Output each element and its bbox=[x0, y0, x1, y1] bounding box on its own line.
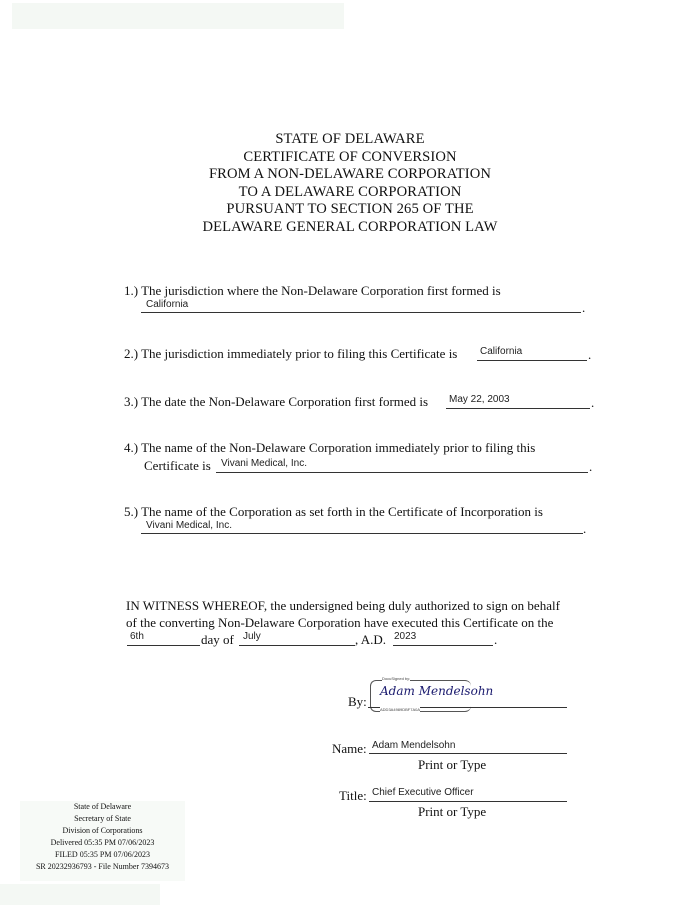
item-3-value: May 22, 2003 bbox=[449, 394, 510, 405]
day-underline bbox=[127, 645, 200, 646]
stamp-line-4: Delivered 05:35 PM 07/06/2023 bbox=[50, 838, 155, 847]
item-5-value: Vivani Medical, Inc. bbox=[146, 520, 232, 531]
by-label: By: bbox=[348, 694, 367, 709]
stamp-line-2: Secretary of State bbox=[74, 814, 131, 823]
name-label: Name: bbox=[332, 741, 367, 756]
item-4-underline bbox=[216, 472, 588, 473]
item-1-text: 1.) The jurisdiction where the Non-Delaware Corporation first formed is bbox=[124, 283, 501, 298]
title-underline bbox=[369, 801, 567, 802]
witness-period: . bbox=[494, 632, 498, 647]
name-print-or-type: Print or Type bbox=[418, 757, 487, 772]
item-2-value: California bbox=[480, 346, 523, 357]
day-value: 6th bbox=[130, 631, 144, 642]
item-4-value: Vivani Medical, Inc. bbox=[221, 458, 307, 469]
title-value: Chief Executive Officer bbox=[372, 787, 474, 798]
title-line-3: FROM A NON-DELAWARE CORPORATION bbox=[208, 166, 492, 183]
item-2-underline bbox=[477, 360, 587, 361]
stamp-line-3: Division of Corporations bbox=[62, 826, 143, 835]
stamp-line-5: FILED 05:35 PM 07/06/2023 bbox=[55, 850, 150, 859]
scan-artifact-top bbox=[12, 3, 344, 29]
item-2-period: . bbox=[588, 347, 592, 362]
title-print-or-type: Print or Type bbox=[418, 804, 487, 819]
title-line-5: PURSUANT TO SECTION 265 OF THE bbox=[226, 201, 474, 218]
title-label: Title: bbox=[339, 788, 367, 803]
witness-line-1: IN WITNESS WHEREOF, the undersigned being duly authorized to sign on behalf bbox=[126, 598, 560, 613]
item-2-text: 2.) The jurisdiction immediately prior to filing this Certificate is bbox=[124, 346, 458, 361]
item-4-period: . bbox=[589, 459, 593, 474]
item-1-period: . bbox=[582, 300, 586, 315]
name-value: Adam Mendelsohn bbox=[372, 740, 456, 751]
item-5-text: 5.) The name of the Corporation as set forth in the Certificate of Incorporation is bbox=[124, 504, 543, 519]
day-of-label: day of bbox=[201, 632, 234, 647]
year-value: 2023 bbox=[394, 631, 417, 642]
item-1-underline bbox=[141, 312, 581, 313]
item-3-text: 3.) The date the Non-Delaware Corporation first formed is bbox=[124, 394, 429, 409]
year-underline bbox=[393, 645, 493, 646]
item-5-period: . bbox=[583, 521, 587, 536]
month-value: July bbox=[243, 631, 261, 642]
item-4-text-line-2: Certificate is bbox=[144, 458, 211, 473]
title-line-2: CERTIFICATE OF CONVERSION bbox=[243, 148, 457, 165]
docusign-tag: DocuSigned by: bbox=[382, 676, 411, 681]
stamp-line-6: SR 20232936793 - File Number 7394673 bbox=[35, 862, 170, 871]
name-underline bbox=[369, 753, 567, 754]
title-line-6: DELAWARE GENERAL CORPORATION LAW bbox=[202, 218, 498, 235]
month-underline bbox=[239, 645, 355, 646]
ad-label: , A.D. bbox=[355, 632, 387, 647]
witness-line-2: of the converting Non-Delaware Corporation have executed this Certificate on the bbox=[126, 615, 554, 630]
item-1-value: California bbox=[146, 299, 189, 310]
item-3-underline bbox=[446, 408, 590, 409]
title-line-1: STATE OF DELAWARE bbox=[275, 131, 425, 147]
scan-artifact-bottom bbox=[0, 884, 160, 905]
item-5-underline bbox=[141, 533, 583, 534]
item-4-text-line-1: 4.) The name of the Non-Delaware Corporation immediately prior to filing this bbox=[124, 440, 536, 455]
stamp-line-1: State of Delaware bbox=[73, 802, 132, 811]
filing-stamp bbox=[20, 801, 185, 881]
document-title bbox=[0, 131, 700, 237]
docusign-id: ADD3A4989DBF7A0A bbox=[380, 707, 421, 712]
handwritten-signature: Adam Mendelsohn bbox=[380, 684, 494, 698]
item-3-period: . bbox=[591, 395, 595, 410]
title-line-4: TO A DELAWARE CORPORATION bbox=[238, 183, 462, 200]
